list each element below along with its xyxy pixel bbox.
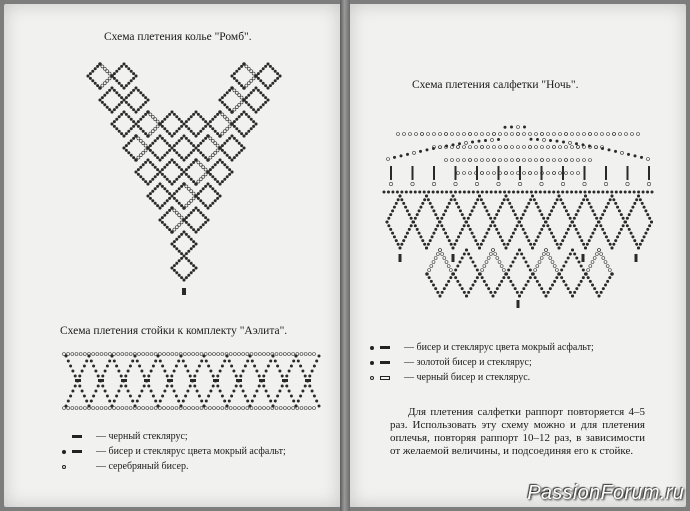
legend-row	[370, 370, 594, 385]
doily-instructions	[390, 406, 645, 458]
aelita-collar-diagram	[58, 346, 320, 416]
aelita-collar-title: Схема плетения стойки к комплекту "Аэлита".	[60, 325, 288, 337]
left-page	[4, 4, 340, 507]
bead-icon	[370, 346, 374, 350]
gold-bead-icon	[370, 361, 374, 365]
instructions-text: Для плетения салфетки раппорт повторяется 4–5 раз. Использовать эту схему можно и для плетения оплечья, повторяя раппорт 10–12 раз, в зависимости от желаемой величины, и подсоединяя его к стойке.	[390, 406, 645, 457]
bugle-icon	[380, 346, 390, 349]
legend-row	[62, 444, 286, 459]
silver-bead-icon	[62, 465, 66, 469]
night-doily-title: Схема плетения салфетки "Ночь".	[412, 79, 579, 91]
black-bugle-icon	[380, 376, 390, 380]
legend-text: — серебряный бисер.	[96, 461, 189, 472]
right-legend	[370, 340, 594, 385]
legend-text: — золотой бисер и стеклярус;	[404, 357, 532, 368]
black-bead-icon	[370, 376, 374, 380]
gold-bugle-icon	[380, 361, 390, 364]
left-legend	[62, 429, 286, 474]
rhomb-necklace-diagram	[84, 56, 284, 306]
legend-row	[62, 459, 286, 474]
bead-icon	[62, 450, 66, 454]
black-bugle-icon	[72, 435, 82, 438]
legend-text: — черный стеклярус;	[96, 431, 188, 442]
legend-text: — черный бисер и стеклярус.	[404, 372, 531, 383]
legend-text: — бисер и стеклярус цвета мокрый асфальт;	[404, 342, 594, 353]
site-watermark: PassionForum.ru	[527, 482, 684, 504]
right-page	[350, 4, 686, 507]
rhomb-necklace-title: Схема плетения колье "Ромб".	[104, 31, 252, 43]
legend-row	[370, 355, 594, 370]
legend-row	[62, 429, 286, 444]
bugle-icon	[72, 450, 82, 453]
book-gutter	[340, 0, 350, 511]
legend-row	[370, 340, 594, 355]
night-doily-diagram	[378, 104, 658, 314]
legend-text: — бисер и стеклярус цвета мокрый асфальт;	[96, 446, 286, 457]
